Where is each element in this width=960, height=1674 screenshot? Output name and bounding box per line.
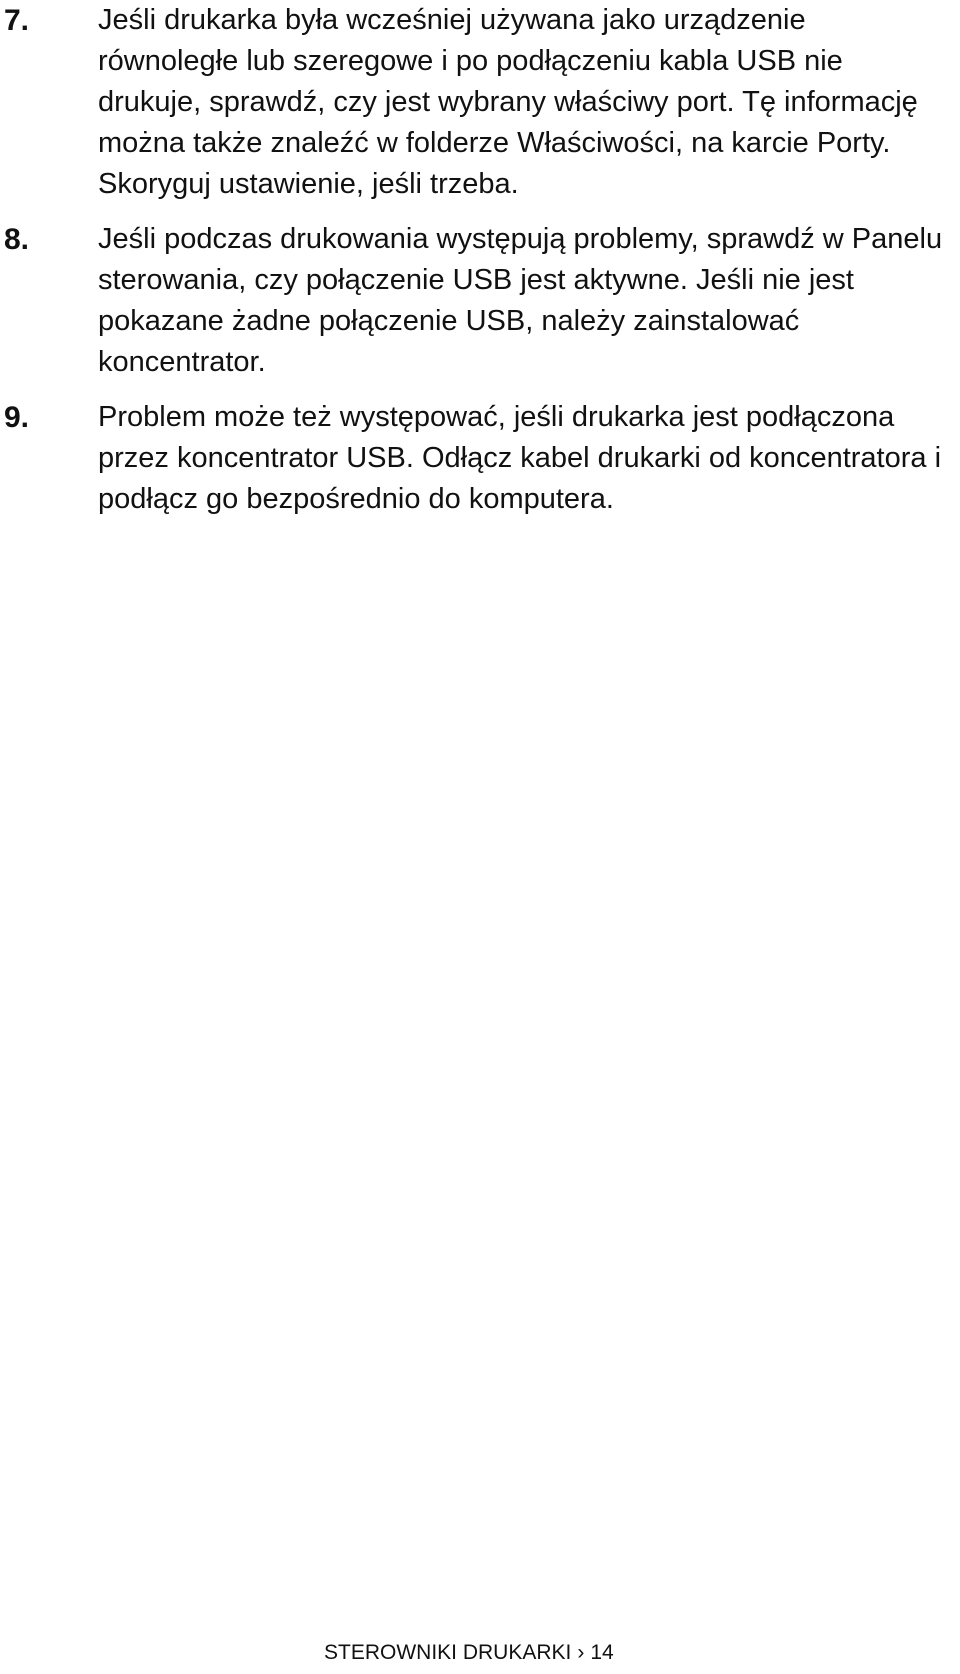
page-number: 14 (590, 1641, 614, 1664)
step-9 (0, 397, 960, 520)
step-number: 7. (4, 4, 30, 37)
numbered-steps-list (0, 0, 960, 520)
page-footer (324, 1640, 614, 1666)
step-8 (0, 219, 960, 383)
step-number: 8. (4, 223, 30, 256)
step-text: Jeśli podczas drukowania występują problemy, sprawdź w Panelu sterowania, czy połączenie USB jest aktywne. Jeśli nie jest pokazane żadne połączenie USB, należy zainstalować koncentrator. (98, 223, 943, 378)
step-number: 9. (4, 401, 30, 434)
footer-section-title: STEROWNIKI DRUKARKI (324, 1641, 572, 1664)
step-7 (0, 0, 960, 205)
step-text: Problem może też występować, jeśli drukarka jest podłączona przez koncentrator USB. Odłącz kabel drukarki od koncentratora i podłącz go bezpośrednio do komputera. (98, 401, 942, 515)
step-text: Jeśli drukarka była wcześniej używana jako urządzenie równoległe lub szeregowe i po podłączeniu kabla USB nie drukuje, sprawdź, czy jest wybrany właściwy port. Tę informację można także znaleźć w folderze Właściwości, na karcie Porty. Skoryguj ustawienie, jeśli trzeba. (98, 4, 918, 200)
footer-separator: › (577, 1641, 585, 1664)
